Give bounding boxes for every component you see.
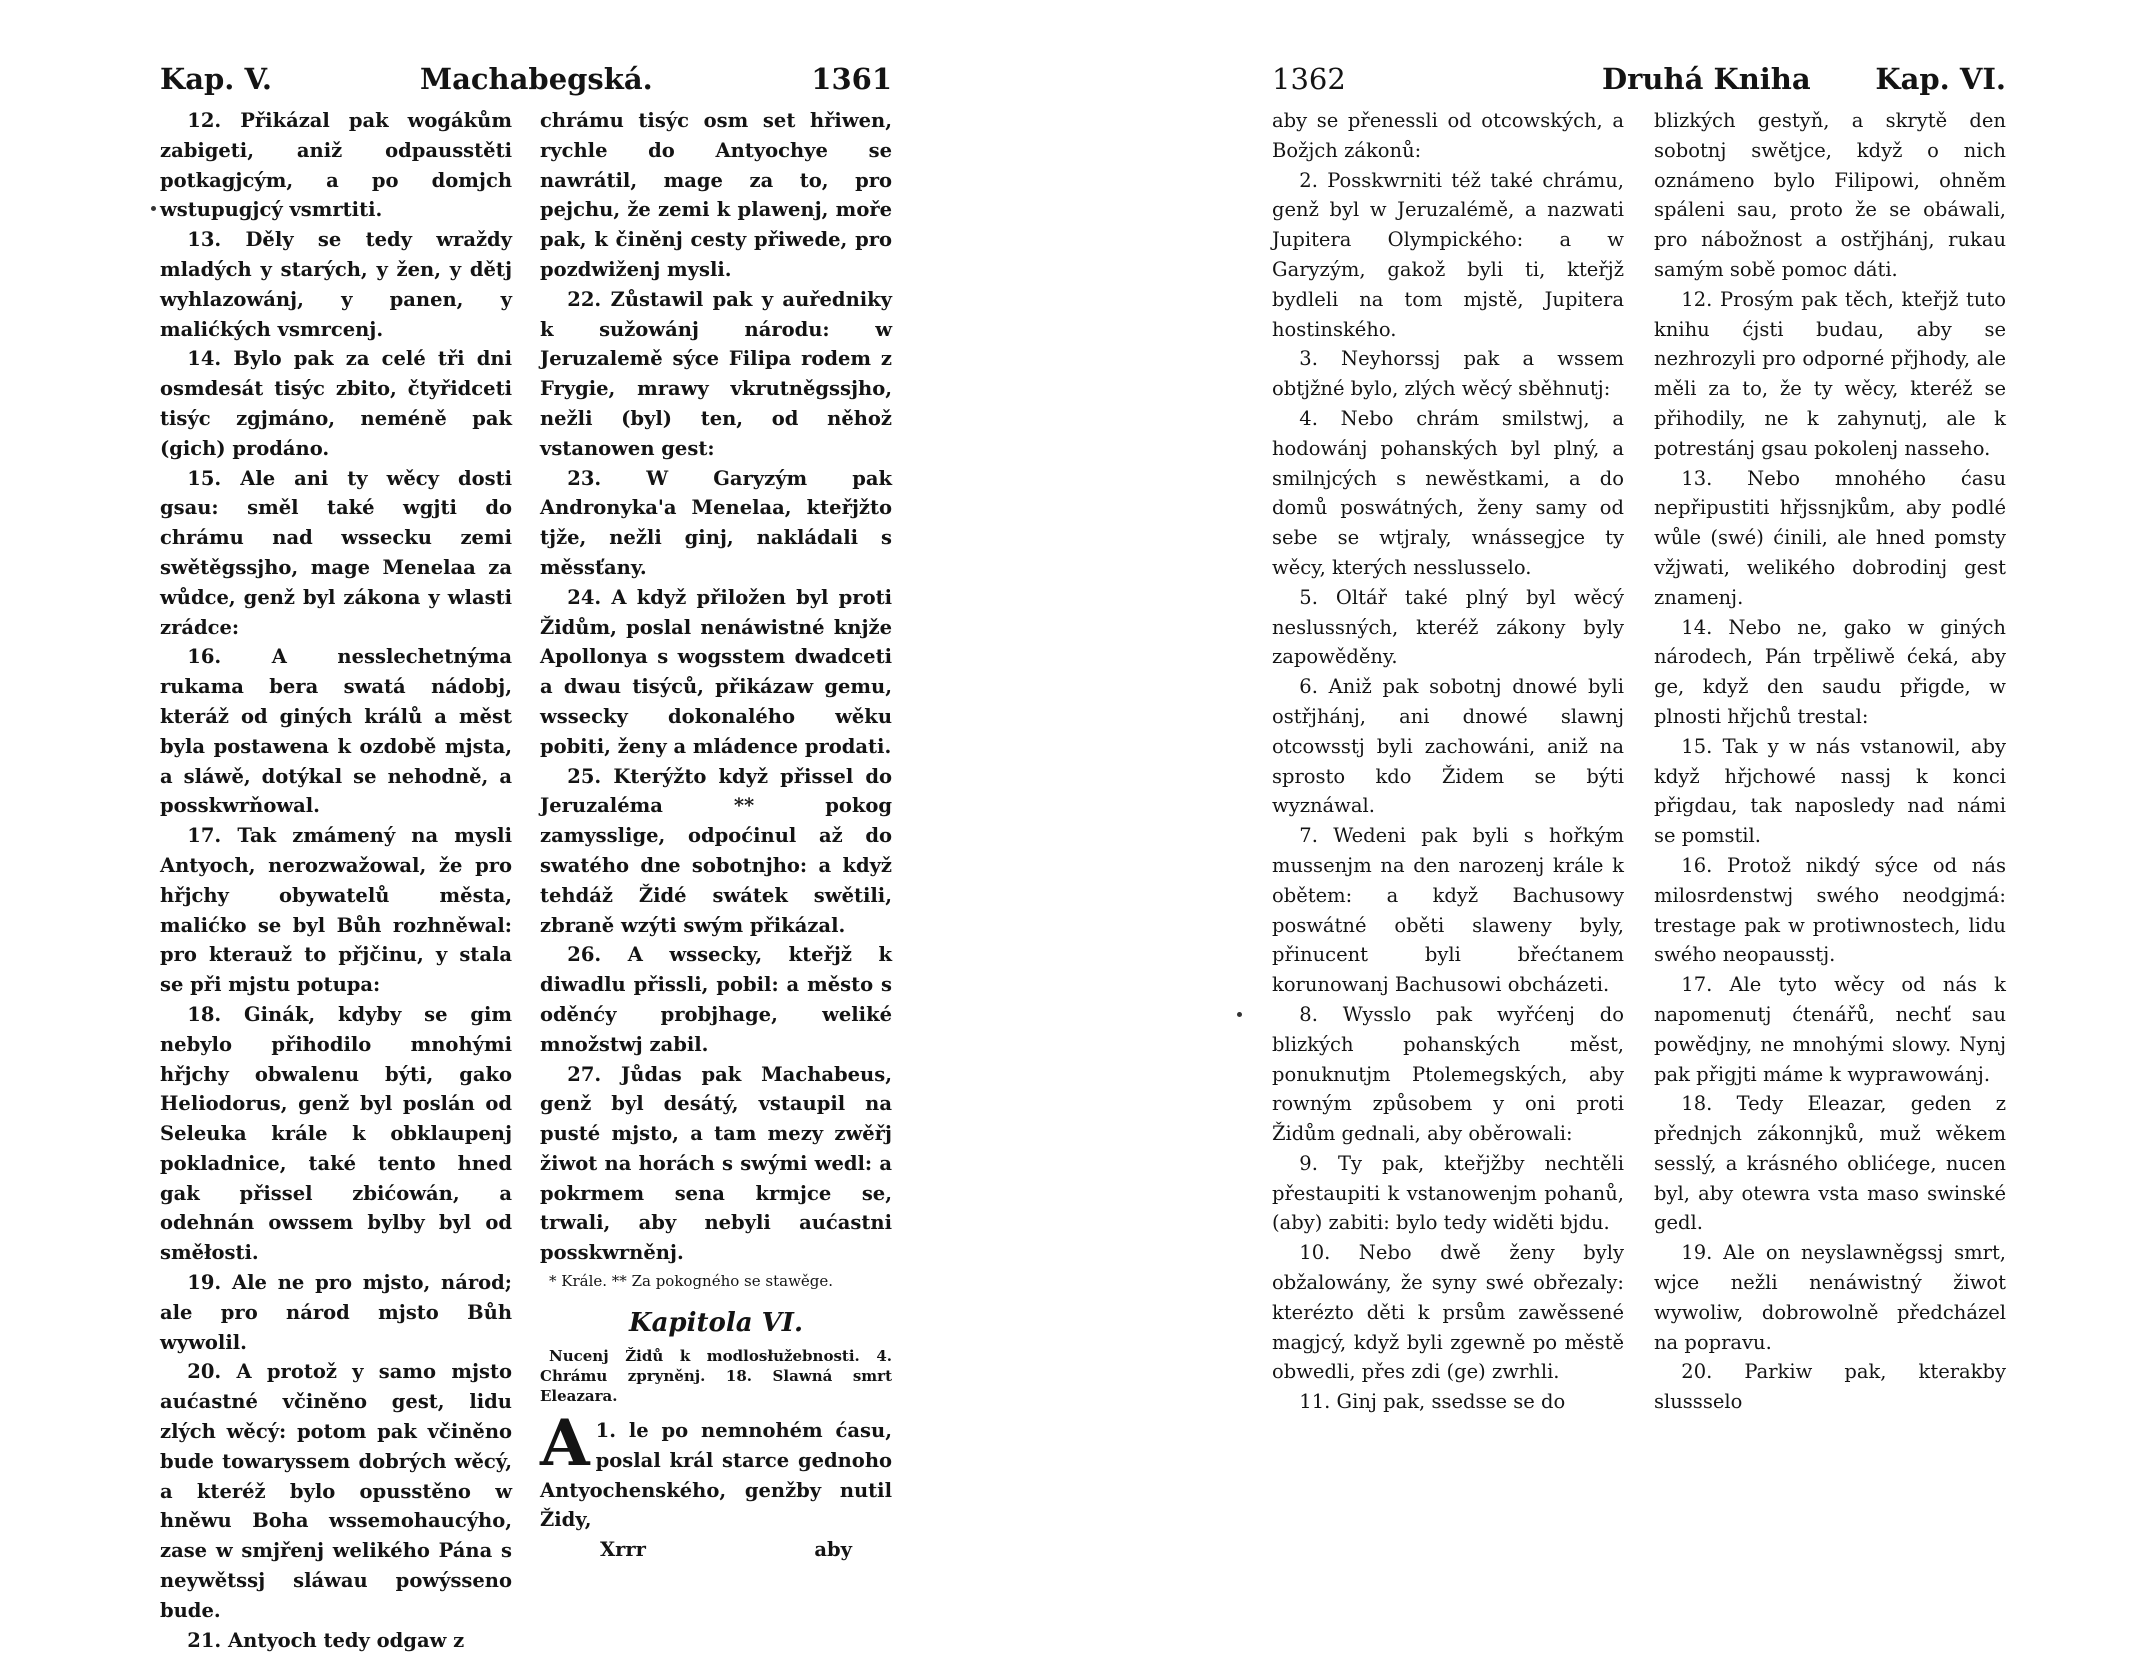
verse-paragraph: 18. Tedy Eleazar, geden z přednjch zákonnjků, muž wěkem sesslý, a krásného oblićege, nucen byl, aby otewra vsta maso swinské gedl. — [1654, 1092, 2006, 1235]
verse-paragraph: 12. Prosým pak těch, kteřjž tuto knihu ćjsti budau, aby se nezhrozyli pro odporné přjhody, ale měli za to, že ty wěcy, kteréž se přihodily, ne k zahynutj, ale k potrestánj gsau pokolenj nasseho. — [1654, 287, 2006, 460]
verse-paragraph: 8. Wysslo pak wyřćenj do blizkých pohanských měst, ponuknutjm Ptolemegských, aby rowným způsobem y oni proti Židům gednali, aby oběrowali: — [1272, 1002, 1624, 1146]
verse-paragraph: 5. Oltář také plný byl wěcý neslussných, kteréž zákony byly zapowěděny. — [1272, 585, 1624, 669]
verse-paragraph: 16. Protož nikdý sýce od nás milosrdenstwj swého neodgjmá: trestage pak w protiwnostech, lidu swého neopausstj. — [1654, 853, 2006, 967]
stray-ink-mark — [1237, 1012, 1242, 1017]
left-running-head — [160, 62, 892, 104]
chapter-summary: Nucenj Židů k modlosłužebnosti. 4. Chrámu zpryněnj. 18. Slawná smrt Eleazara. — [540, 1347, 892, 1406]
verse-paragraph: 3. Neyhorssj pak a wssem obtjžné bylo, zlých wěcý sběhnutj: — [1272, 347, 1624, 401]
verse-paragraph: 10. Nebo dwě ženy byly obžalowány, že syny swé obřezaly: kterézto děti k prsům zawěssené magjcý, když byli zgewně po městě obwedli, přes zdi (ge) zwrhli. — [1272, 1241, 1624, 1384]
right-page-number: 1362 — [1272, 62, 1346, 96]
verse-paragraph: 21. Antyoch tedy odgaw z — [187, 1628, 465, 1652]
verse-paragraph: 18. Ginák, kdyby se gim nebylo přihodilo mnohými hřjchy obwalenu býti, gako Heliodorus, genž byl poslán od Seleuka krále k obklaupenj pokladnice, také tento hned gak přissel zbićowán, a odehnán owssem bylby byl od směłosti. — [160, 1002, 512, 1265]
right-column-1 — [1272, 106, 1624, 1442]
verse-paragraph: chrámu tisýc osm set hřiwen, rychle do Antyochye se nawrátil, mage za to, pro pejchu, že zemi k plawenj, moře pak, k činěnj cesty přiwede, pro pozdwiženj mysli. — [540, 109, 892, 281]
right-running-head — [1272, 62, 2006, 104]
verse-paragraph: 13. Děly se tedy wraždy mladých y starých, y žen, y dětj wyhlazowánj, y panen, y malićkých vsmrcenj. — [160, 228, 512, 341]
verse-number: 1. — [595, 1419, 617, 1443]
catchword: aby — [814, 1538, 852, 1562]
verse-paragraph: 14. Bylo pak za celé tři dni osmdesát tisýc zbito, čtyřidceti tisýc zgjmáno, neméně pak (gich) prodáno. — [160, 347, 512, 460]
verse-paragraph: 16. A nesslechetnýma rukama bera swatá nádobj, kteráž od giných králů a měst byla postawena k ozdobě mjsta, a sláwě, dotýkal se nehodně, a posskwrňowal. — [160, 645, 512, 818]
verse-paragraph: 17. Ale tyto wěcy od nás k napomenutj ćtenářů, nechť sau powědjny, ne mnohými slowy. Nynj pak přigjti máme k wyprawowánj. — [1654, 973, 2006, 1086]
page-footer — [540, 1535, 892, 1565]
right-chapter-label: Kap. VI. — [1875, 62, 2006, 96]
verse-paragraph: 6. Aniž pak sobotnj dnowé byli ostřjhánj, ani dnowé slawnj otcowsstj byli zachowáni, aniž na sprosto kdo Židem se býti wyznáwal. — [1272, 675, 1624, 818]
verse-paragraph: 26. A wssecky, kteřjž k diwadlu přissli, pobil: a město s oděnćy probjhage, weliké množstwj zabil. — [540, 943, 892, 1056]
verse-paragraph: 22. Zůstawil pak y auředniky k sužowánj národu: w Jeruzalemě sýce Filipa rodem z Frygie, mrawy vkrutněgssjho, nežli (byl) ten, od něhož vstanowen gest: — [540, 287, 892, 460]
verse-paragraph: 27. Jůdas pak Machabeus, genž byl desátý, vstaupil na pusté mjsto, a tam mezy zwěřj žiwot na horách s swými wedl: a pokrmem sena krmjce se, trwali, aby nebyli aućastni posskwrněnj. — [540, 1062, 892, 1265]
left-column-1 — [160, 106, 512, 1652]
verse-paragraph: 7. Wedeni pak byli s hořkým mussenjm na den narozenj krále k obětem: a když Bachusowy poswátné oběti slaweny byly, přinucent byli břećtanem korunowanj Bachusowi obcházeti. — [1272, 824, 1624, 997]
left-book-title: Machabegská. — [420, 62, 653, 96]
verse-paragraph: 23. W Garyzým pak Andronyka'a Menelaa, kteřjžto tjže, nežli ginj, nakládali s měssťany. — [540, 466, 892, 579]
verse-paragraph: 25. Kterýžto když přissel do Jeruzaléma ** pokog zamysslige, odpoćinul až do swatého dne sobotnjho: a když tehdáž Židé swátek swětili, zbraně wzýti swým přikázal. — [540, 764, 892, 937]
verse-paragraph: 4. Nebo chrám smilstwj, a hodowánj pohanských byl plný, a smilnjcých s newěstkami, a do domů poswátných, ženy samy od sebe se wtjraly, wnássegjce ty wěcy, kterých nesslusselo. — [1272, 406, 1624, 579]
first-paragraph-text: le po nemnohém ćasu, poslal král starce gednoho Antyochenského, genžby nutil Židy, — [540, 1419, 892, 1532]
verse-paragraph: 19. Ale on neyslawněgssj smrt, wjce nežli nenáwistný žiwot wywoliw, dobrowolně předcházel na popravu. — [1654, 1241, 2006, 1354]
verse-paragraph: 9. Ty pak, kteřjžby nechtěli přestaupiti k vstanowenjm pohanů, (aby) zabiti: bylo tedy widěti bjdu. — [1272, 1151, 1624, 1235]
left-chapter-label: Kap. V. — [160, 62, 272, 96]
left-page-number: 1361 — [811, 62, 892, 96]
signature-mark: Xrrr — [600, 1538, 646, 1562]
left-page — [160, 62, 892, 1652]
verse-paragraph: 11. Ginj pak, ssedsse se do — [1299, 1390, 1566, 1414]
verse-paragraph: 15. Ale ani ty wěcy dosti gsau: směl také wgjti do chrámu nad wssecku zemi swětěgssjho, mage Menelaa za wůdce, genž byl zákona y wlasti zrádce: — [160, 466, 512, 639]
verse-paragraph: 17. Tak zmámený na mysli Antyoch, nerozwažowal, že pro hřjchy obywatelů města, malićko se byl Bůh rozhněwal: pro kterauž to přjčinu, y stala se při mjstu potupa: — [160, 824, 512, 997]
verse-paragraph: 13. Nebo mnohého ćasu nepřipustiti hřjssnjkům, aby podlé wůle (swé) ćinili, ale hned pomsty vžjwati, welikého dobrodinj gest znamenj. — [1654, 466, 2006, 609]
chapter-first-paragraph — [540, 1406, 892, 1535]
footnote: * Krále. ** Za pokogného se stawěge. — [549, 1272, 834, 1291]
drop-cap: A — [540, 1406, 590, 1482]
verse-paragraph: aby se přenessli od otcowských, a Božjch zákonů: — [1272, 109, 1624, 162]
verse-paragraph: 20. A protož y samo mjsto aućastné včiněno gest, lidu zlých wěcý: potom pak včiněno bude towaryssem dobrých wěcý, a kteréž bylo opusstěno w hněwu Boha wssemohaucýho, zase w smjřenj welikého Pána s neywětssj sláwau powýsseno bude. — [160, 1360, 512, 1622]
verse-paragraph: 24. A když přiložen byl proti Židům, poslal nenáwistné knjže Apollonya s wogsstem dwadceti a dwau tisýců, přikázaw gemu, wssecky dokonalého wěku pobiti, ženy a mládence prodati. — [540, 585, 892, 758]
verse-paragraph: 15. Tak y w nás vstanowil, aby když hřjchowé nassj k konci přigdau, tak naposledy nad námi se pomstil. — [1654, 734, 2006, 848]
left-column-2 — [540, 106, 892, 1562]
verse-paragraph: 2. Posskwrniti též také chrámu, genž byl w Jeruzalémě, a nazwati Jupitera Olympického: a w Garyzým, gakož byli ti, kteřjž bydleli na tom mjstě, Jupitera hostinského. — [1272, 168, 1624, 341]
verse-paragraph: 19. Ale ne pro mjsto, národ; ale pro národ mjsto Bůh wywolil. — [160, 1271, 512, 1354]
verse-paragraph: 12. Přikázal pak wogákům zabigeti, aniž odpausstěti potkagjcým, a po domjch wstupugjcý vsmrtiti. — [160, 109, 512, 222]
right-book-title: Druhá Kniha — [1602, 62, 1811, 96]
verse-paragraph: 20. Parkiw pak, kterakby slussselo — [1654, 1360, 2006, 1414]
verse-paragraph: 14. Nebo ne, gako w giných národech, Pán trpěliwě ćeká, aby ge, když den saudu přigde, w plnosti hřjchů trestal: — [1654, 615, 2006, 728]
verse-paragraph: blizkých gestyň, a skrytě den sobotnj swětjce, když o nich oznámeno bylo Filipowi, ohněm spáleni sau, proto že se obáwali, pro nábožnost a ostřjhánj, rukau samým sobě pomoc dáti. — [1654, 109, 2006, 281]
right-page — [1272, 62, 2006, 1442]
chapter-heading: Kapitola VI. — [628, 1308, 803, 1339]
stray-ink-mark — [151, 206, 156, 211]
right-column-2 — [1654, 106, 2006, 1442]
